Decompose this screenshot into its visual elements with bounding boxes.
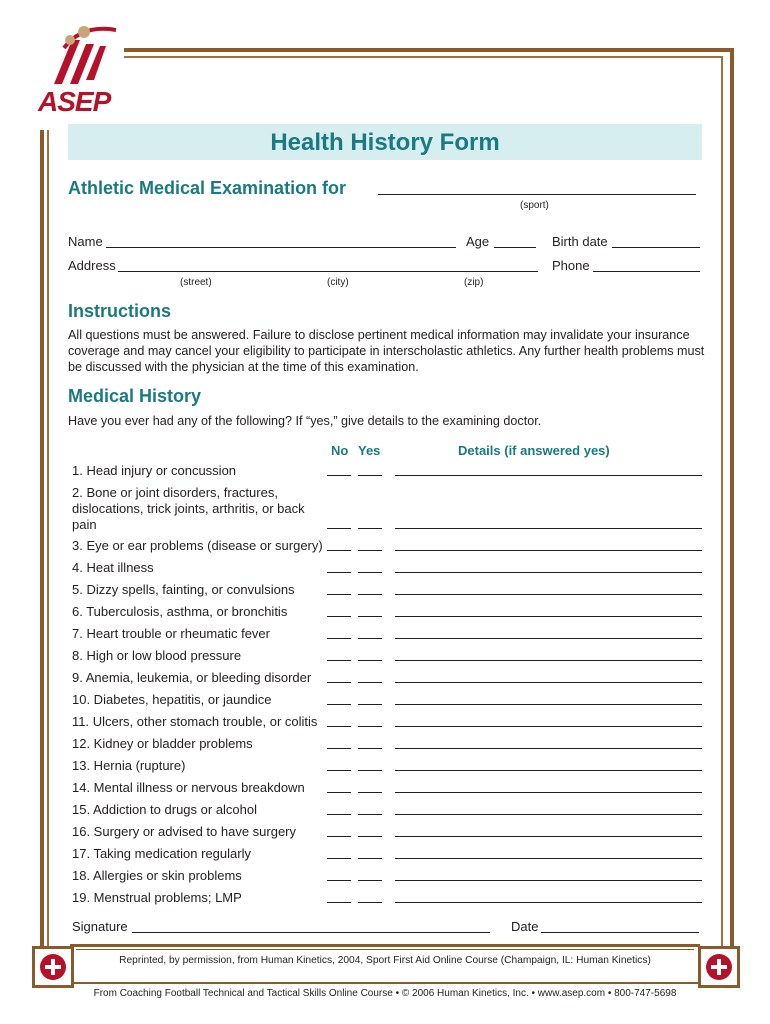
details-field[interactable] <box>395 814 702 815</box>
logo-text: ASEP <box>38 86 111 117</box>
details-field[interactable] <box>395 594 702 595</box>
details-field[interactable] <box>395 792 702 793</box>
answer-no-field[interactable] <box>327 475 351 476</box>
answer-yes-field[interactable] <box>358 528 382 529</box>
history-item-label: 2. Bone or joint disorders, fractures, dislocations, trick joints, arthritis, or back pain <box>72 485 305 532</box>
reprint-note: Reprinted, by permission, from Human Kinetics, 2004, Sport First Aid Online Course (Champaign, IL: Human Kinetics) <box>119 955 651 966</box>
details-field[interactable] <box>395 748 702 749</box>
details-field[interactable] <box>395 660 702 661</box>
history-item-label: 5. Dizzy spells, fainting, or convulsions <box>72 582 295 597</box>
answer-no-field[interactable] <box>327 880 351 881</box>
athlete-logo-icon <box>24 20 124 90</box>
answer-no-field[interactable] <box>327 594 351 595</box>
answer-no-field[interactable] <box>327 770 351 771</box>
details-field[interactable] <box>395 902 702 903</box>
answer-yes-field[interactable] <box>358 594 382 595</box>
history-item-label: 11. Ulcers, other stomach trouble, or colitis <box>72 714 318 729</box>
medical-history-heading: Medical History <box>68 386 202 406</box>
answer-yes-field[interactable] <box>358 836 382 837</box>
frame-bottom-line-1 <box>70 944 700 947</box>
history-item-label: 1. Head injury or concussion <box>72 463 237 478</box>
details-field[interactable] <box>395 726 702 727</box>
history-item-label: 13. Hernia (rupture) <box>72 758 186 773</box>
details-field[interactable] <box>395 682 702 683</box>
age-label: Age <box>466 234 490 249</box>
city-caption: (city) <box>327 277 349 288</box>
history-item-label: 9. Anemia, leukemia, or bleeding disorder <box>72 670 312 685</box>
answer-no-field[interactable] <box>327 682 351 683</box>
exam-heading: Athletic Medical Examination for <box>68 178 347 198</box>
history-item-label: 14. Mental illness or nervous breakdown <box>72 780 305 795</box>
instructions-heading: Instructions <box>68 301 172 321</box>
zip-caption: (zip) <box>464 277 484 288</box>
page-title: Health History Form <box>270 129 500 156</box>
sport-field[interactable] <box>378 194 696 195</box>
answer-yes-field[interactable] <box>358 770 382 771</box>
answer-no-field[interactable] <box>327 638 351 639</box>
sport-caption: (sport) <box>520 200 549 211</box>
title-bar <box>68 124 702 160</box>
name-label: Name <box>68 234 103 249</box>
answer-no-field[interactable] <box>327 726 351 727</box>
phone-field[interactable] <box>593 271 700 272</box>
signature-label: Signature <box>72 919 128 934</box>
details-field[interactable] <box>395 528 702 529</box>
birth-date-field[interactable] <box>612 247 700 248</box>
instructions-text: All questions must be answered. Failure to disclose pertinent medical information may invalidate your insurance coverage and may cancel your eligibility to participate in interscholastic athletics. Any further health problems must be discussed with the physician at the time of this examination. <box>68 328 705 374</box>
details-field[interactable] <box>395 572 702 573</box>
answer-no-field[interactable] <box>327 836 351 837</box>
signature-field[interactable] <box>132 932 490 933</box>
date-field[interactable] <box>541 932 699 933</box>
answer-yes-field[interactable] <box>358 616 382 617</box>
answer-no-field[interactable] <box>327 792 351 793</box>
details-field[interactable] <box>395 475 702 476</box>
answer-yes-field[interactable] <box>358 792 382 793</box>
details-field[interactable] <box>395 638 702 639</box>
birth-date-label: Birth date <box>552 234 608 249</box>
answer-no-field[interactable] <box>327 616 351 617</box>
answer-yes-field[interactable] <box>358 902 382 903</box>
answer-no-field[interactable] <box>327 660 351 661</box>
answer-yes-field[interactable] <box>358 475 382 476</box>
answer-yes-field[interactable] <box>358 814 382 815</box>
history-item-label: 10. Diabetes, hepatitis, or jaundice <box>72 692 272 707</box>
answer-no-field[interactable] <box>327 748 351 749</box>
column-details: Details (if answered yes) <box>458 443 610 458</box>
history-item-label: 18. Allergies or skin problems <box>72 868 242 883</box>
answer-no-field[interactable] <box>327 572 351 573</box>
answer-no-field[interactable] <box>327 814 351 815</box>
answer-yes-field[interactable] <box>358 880 382 881</box>
column-no: No <box>331 443 349 458</box>
details-field[interactable] <box>395 858 702 859</box>
first-aid-cross-icon-right <box>698 946 740 988</box>
history-item-label: 15. Addiction to drugs or alcohol <box>72 802 258 817</box>
history-item-label: 16. Surgery or advised to have surgery <box>72 824 297 839</box>
answer-yes-field[interactable] <box>358 682 382 683</box>
history-item-label: 4. Heat illness <box>72 560 154 575</box>
answer-no-field[interactable] <box>327 902 351 903</box>
answer-yes-field[interactable] <box>358 704 382 705</box>
details-field[interactable] <box>395 880 702 881</box>
history-item-label: 8. High or low blood pressure <box>72 648 242 663</box>
age-field[interactable] <box>494 247 536 248</box>
answer-no-field[interactable] <box>327 550 351 551</box>
answer-yes-field[interactable] <box>358 550 382 551</box>
answer-no-field[interactable] <box>327 858 351 859</box>
answer-yes-field[interactable] <box>358 748 382 749</box>
answer-yes-field[interactable] <box>358 572 382 573</box>
history-item-label: 3. Eye or ear problems (disease or surgery) <box>72 538 323 553</box>
medical-history-prompt: Have you ever had any of the following? If “yes,” give details to the examining doctor. <box>68 414 542 428</box>
answer-no-field[interactable] <box>327 528 351 529</box>
details-field[interactable] <box>395 550 702 551</box>
answer-yes-field[interactable] <box>358 858 382 859</box>
page-footer: From Coaching Football Technical and Tactical Skills Online Course • © 2006 Human Kinetics, Inc. • www.asep.com • 800-747-5698 <box>93 988 677 999</box>
answer-no-field[interactable] <box>327 704 351 705</box>
history-item-label: 17. Taking medication regularly <box>72 846 251 861</box>
frame-bottom-line-2 <box>76 949 694 950</box>
name-field[interactable] <box>106 247 456 248</box>
details-field[interactable] <box>395 770 702 771</box>
footer-divider <box>40 982 730 984</box>
address-label: Address <box>68 258 116 273</box>
details-field[interactable] <box>395 704 702 705</box>
street-caption: (street) <box>180 277 212 288</box>
history-item-label: 12. Kidney or bladder problems <box>72 736 253 751</box>
history-item-label: 6. Tuberculosis, asthma, or bronchitis <box>72 604 288 619</box>
address-field[interactable] <box>118 271 538 272</box>
date-label: Date <box>511 919 539 934</box>
phone-label: Phone <box>552 258 590 273</box>
column-yes: Yes <box>358 443 381 458</box>
first-aid-cross-icon-left <box>32 946 74 988</box>
answer-yes-field[interactable] <box>358 638 382 639</box>
history-item-label: 19. Menstrual problems; LMP <box>72 890 242 905</box>
details-field[interactable] <box>395 616 702 617</box>
details-field[interactable] <box>395 836 702 837</box>
answer-yes-field[interactable] <box>358 660 382 661</box>
answer-yes-field[interactable] <box>358 726 382 727</box>
history-item-label: 7. Heart trouble or rheumatic fever <box>72 626 270 641</box>
